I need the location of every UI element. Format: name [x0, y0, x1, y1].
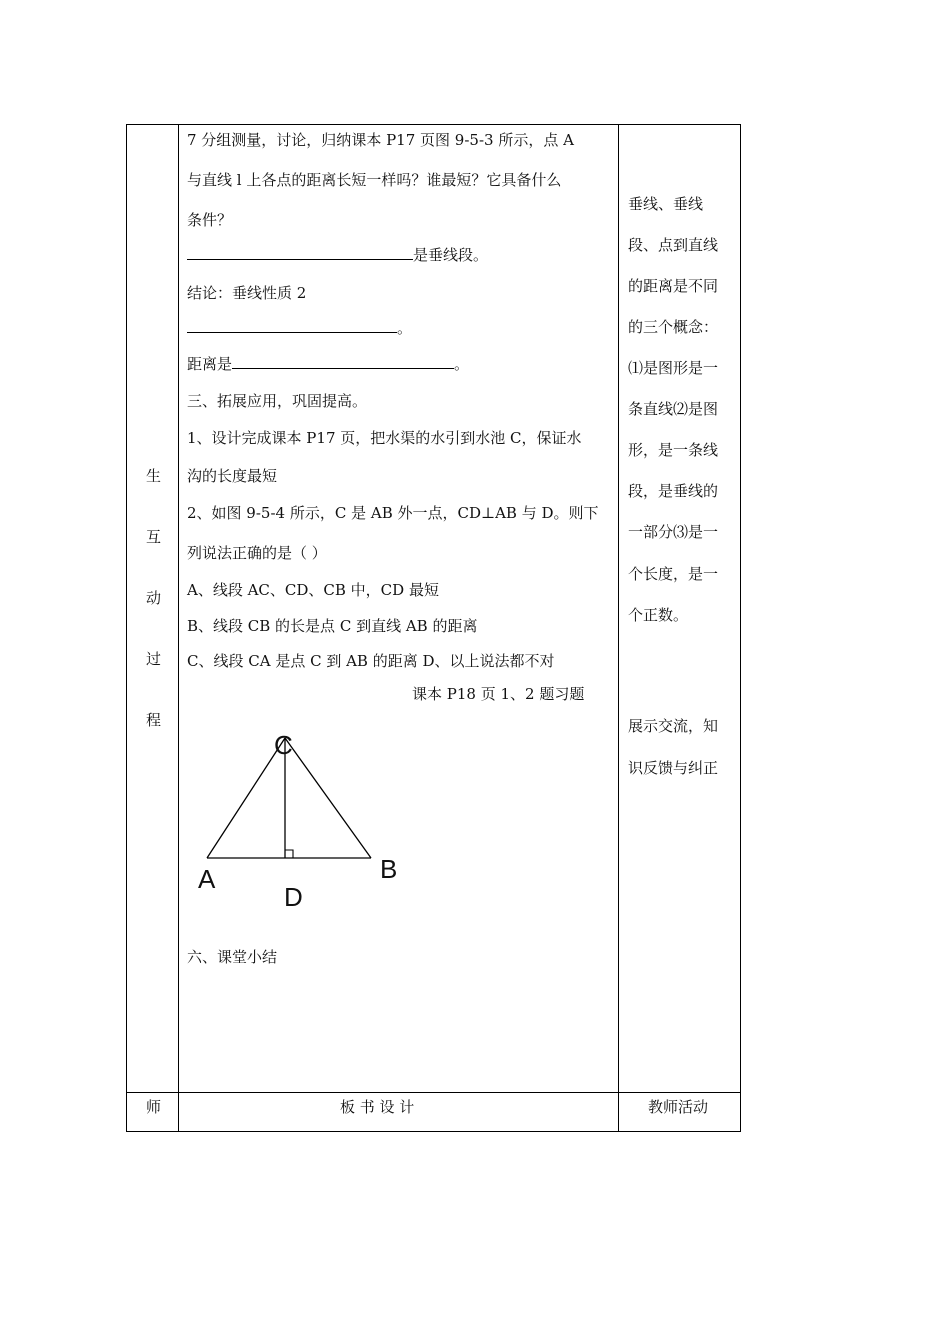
right-footer-label: 教师活动 [648, 1098, 709, 1116]
table-border-right [740, 124, 741, 1132]
table-row-divider [126, 1092, 741, 1093]
answer-blank[interactable] [232, 354, 454, 369]
left-label-char: 动 [146, 589, 162, 607]
blank-suffix: 是垂线段。 [413, 246, 489, 264]
section-heading-6: 六、课堂小结 [187, 948, 278, 966]
fill-blank-distance [187, 354, 469, 374]
vertex-label-c: C [274, 730, 293, 760]
left-label-char: 过 [146, 650, 162, 668]
fill-blank-perpendicular-segment [187, 245, 488, 265]
note-line: 垂线、垂线 [628, 195, 704, 213]
question-line-3: 条件？ [187, 211, 233, 229]
blank-suffix: 。 [454, 355, 470, 373]
table-divider-1 [178, 124, 179, 1132]
answer-blank[interactable] [187, 245, 413, 260]
note-line: 形，是一条线 [628, 441, 719, 459]
left-label-char: 生 [146, 467, 162, 485]
table-border-bottom [126, 1131, 741, 1132]
item-1-line-2: 沟的长度最短 [187, 467, 278, 485]
right-angle-mark [285, 850, 293, 858]
note-line: 条直线⑵是图 [628, 400, 719, 418]
section-heading-3: 三、拓展应用，巩固提高。 [187, 392, 368, 410]
table-border-top [126, 124, 741, 125]
item-1-line-1: 1、设计完成课本 P17 页，把水渠的水引到水池 C，保证水 [187, 429, 582, 447]
main-footer-label: 板 书 设 计 [340, 1098, 415, 1116]
vertex-label-d: D [284, 882, 303, 912]
note-line: 个长度，是一 [628, 565, 719, 583]
activity-line: 展示交流，知 [628, 717, 719, 735]
segment-cb [285, 738, 371, 858]
blank-suffix: 。 [397, 319, 413, 337]
option-c-d: C、线段 CA 是点 C 到 AB 的距离 D、以上说法都不对 [187, 652, 555, 670]
note-line: 的三个概念： [628, 318, 719, 336]
table-divider-2 [618, 124, 619, 1132]
left-label-char: 程 [146, 711, 162, 729]
note-line: 的距离是不同 [628, 277, 719, 295]
activity-line: 识反馈与纠正 [628, 759, 719, 777]
option-b: B、线段 CB 的长是点 C 到直线 AB 的距离 [187, 617, 478, 635]
fill-blank-property [187, 318, 412, 338]
vertex-label-a: A [198, 864, 216, 894]
note-line: 段，是垂线的 [628, 482, 719, 500]
question-line-2: 与直线 l 上各点的距离长短一样吗？谁最短？它具备什么 [187, 171, 562, 189]
item-2-line-2: 列说法正确的是（ ） [187, 544, 327, 562]
homework-note: 课本 P18 页 1、2 题习题 [412, 685, 585, 703]
note-line: 一部分⑶是一 [628, 523, 719, 541]
item-2-line-1: 2、如图 9-5-4 所示，C 是 AB 外一点，CD⊥AB 与 D。则下 [187, 504, 599, 522]
question-line-1: 7 分组测量，讨论，归纳课本 P17 页图 9-5-3 所示，点 A [187, 131, 574, 149]
left-label-char: 互 [146, 528, 162, 546]
conclusion-line: 结论：垂线性质 2 [187, 284, 307, 302]
distance-prefix: 距离是 [187, 355, 233, 373]
note-line: 段、点到直线 [628, 236, 719, 254]
vertex-label-b: B [380, 854, 398, 884]
answer-blank[interactable] [187, 318, 397, 333]
note-line: ⑴是图形是一 [628, 359, 719, 377]
note-line: 个正数。 [628, 606, 689, 624]
left-footer-label: 师 [146, 1098, 162, 1116]
option-a: A、线段 AC、CD、CB 中，CD 最短 [187, 581, 439, 599]
table-border-left [126, 124, 127, 1132]
